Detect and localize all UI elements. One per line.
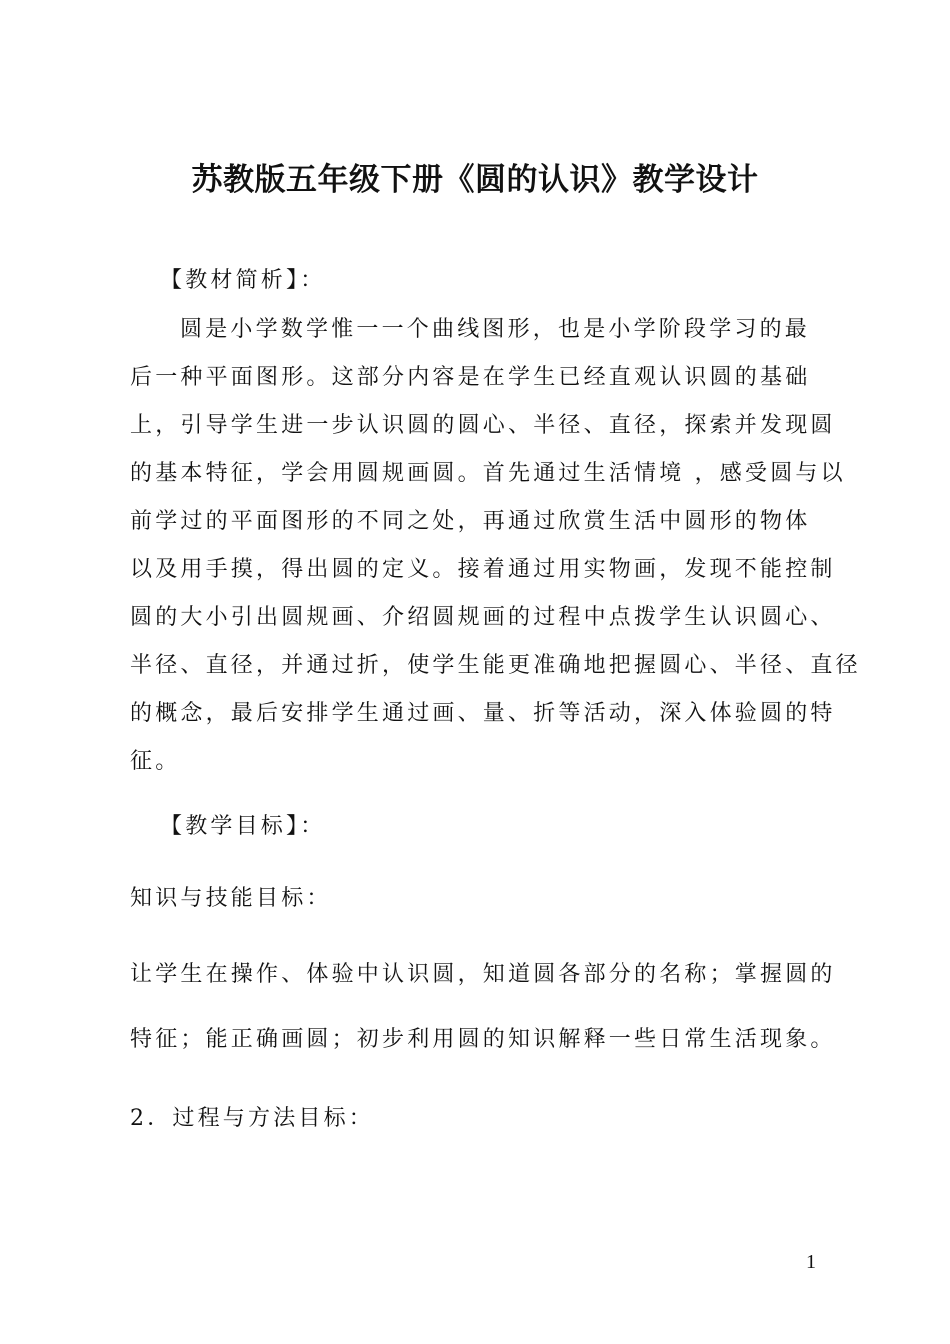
paragraph-line: 后一种平面图形。这部分内容是在学生已经直观认识圆的基础 xyxy=(130,365,811,390)
paragraph-line: 征。 xyxy=(130,749,181,774)
section-heading-analysis: 【教材简析】： xyxy=(160,268,326,293)
process-heading: 2．过程与方法目标： xyxy=(130,1106,374,1131)
document-title: 苏教版五年级下册《圆的认识》教学设计 xyxy=(191,162,759,198)
paragraph-line: 半径、直径，并通过折，使学生能更准确地把握圆心、半径、直径 xyxy=(130,653,861,678)
paragraph-line: 特征；能正确画圆；初步利用圆的知识解释一些日常生活现象。 xyxy=(130,1027,836,1052)
paragraph-line: 圆是小学数学惟一一个曲线图形，也是小学阶段学习的最 xyxy=(180,317,811,342)
paragraph-line: 的概念，最后安排学生通过画、量、折等活动，深入体验圆的特 xyxy=(130,701,836,726)
paragraph-line: 圆的大小引出圆规画、介绍圆规画的过程中点拨学生认识圆心、 xyxy=(130,605,836,630)
section-heading-goals: 【教学目标】： xyxy=(160,814,326,839)
paragraph-line: 前学过的平面图形的不同之处，再通过欣赏生活中圆形的物体 xyxy=(130,509,811,534)
paragraph-line: 上，引导学生进一步认识圆的圆心、半径、直径，探索并发现圆 xyxy=(130,413,836,438)
paragraph-line: 的基本特征，学会用圆规画圆。首先通过生活情境 ，感受圆与以 xyxy=(130,461,846,486)
paragraph-line: 以及用手摸，得出圆的定义。接着通过用实物画，发现不能控制 xyxy=(130,557,836,582)
knowledge-heading: 知识与技能目标： xyxy=(130,886,332,911)
page-number: 1 xyxy=(806,1251,816,1273)
paragraph-line: 让学生在操作、体验中认识圆，知道圆各部分的名称；掌握圆的 xyxy=(130,962,836,987)
